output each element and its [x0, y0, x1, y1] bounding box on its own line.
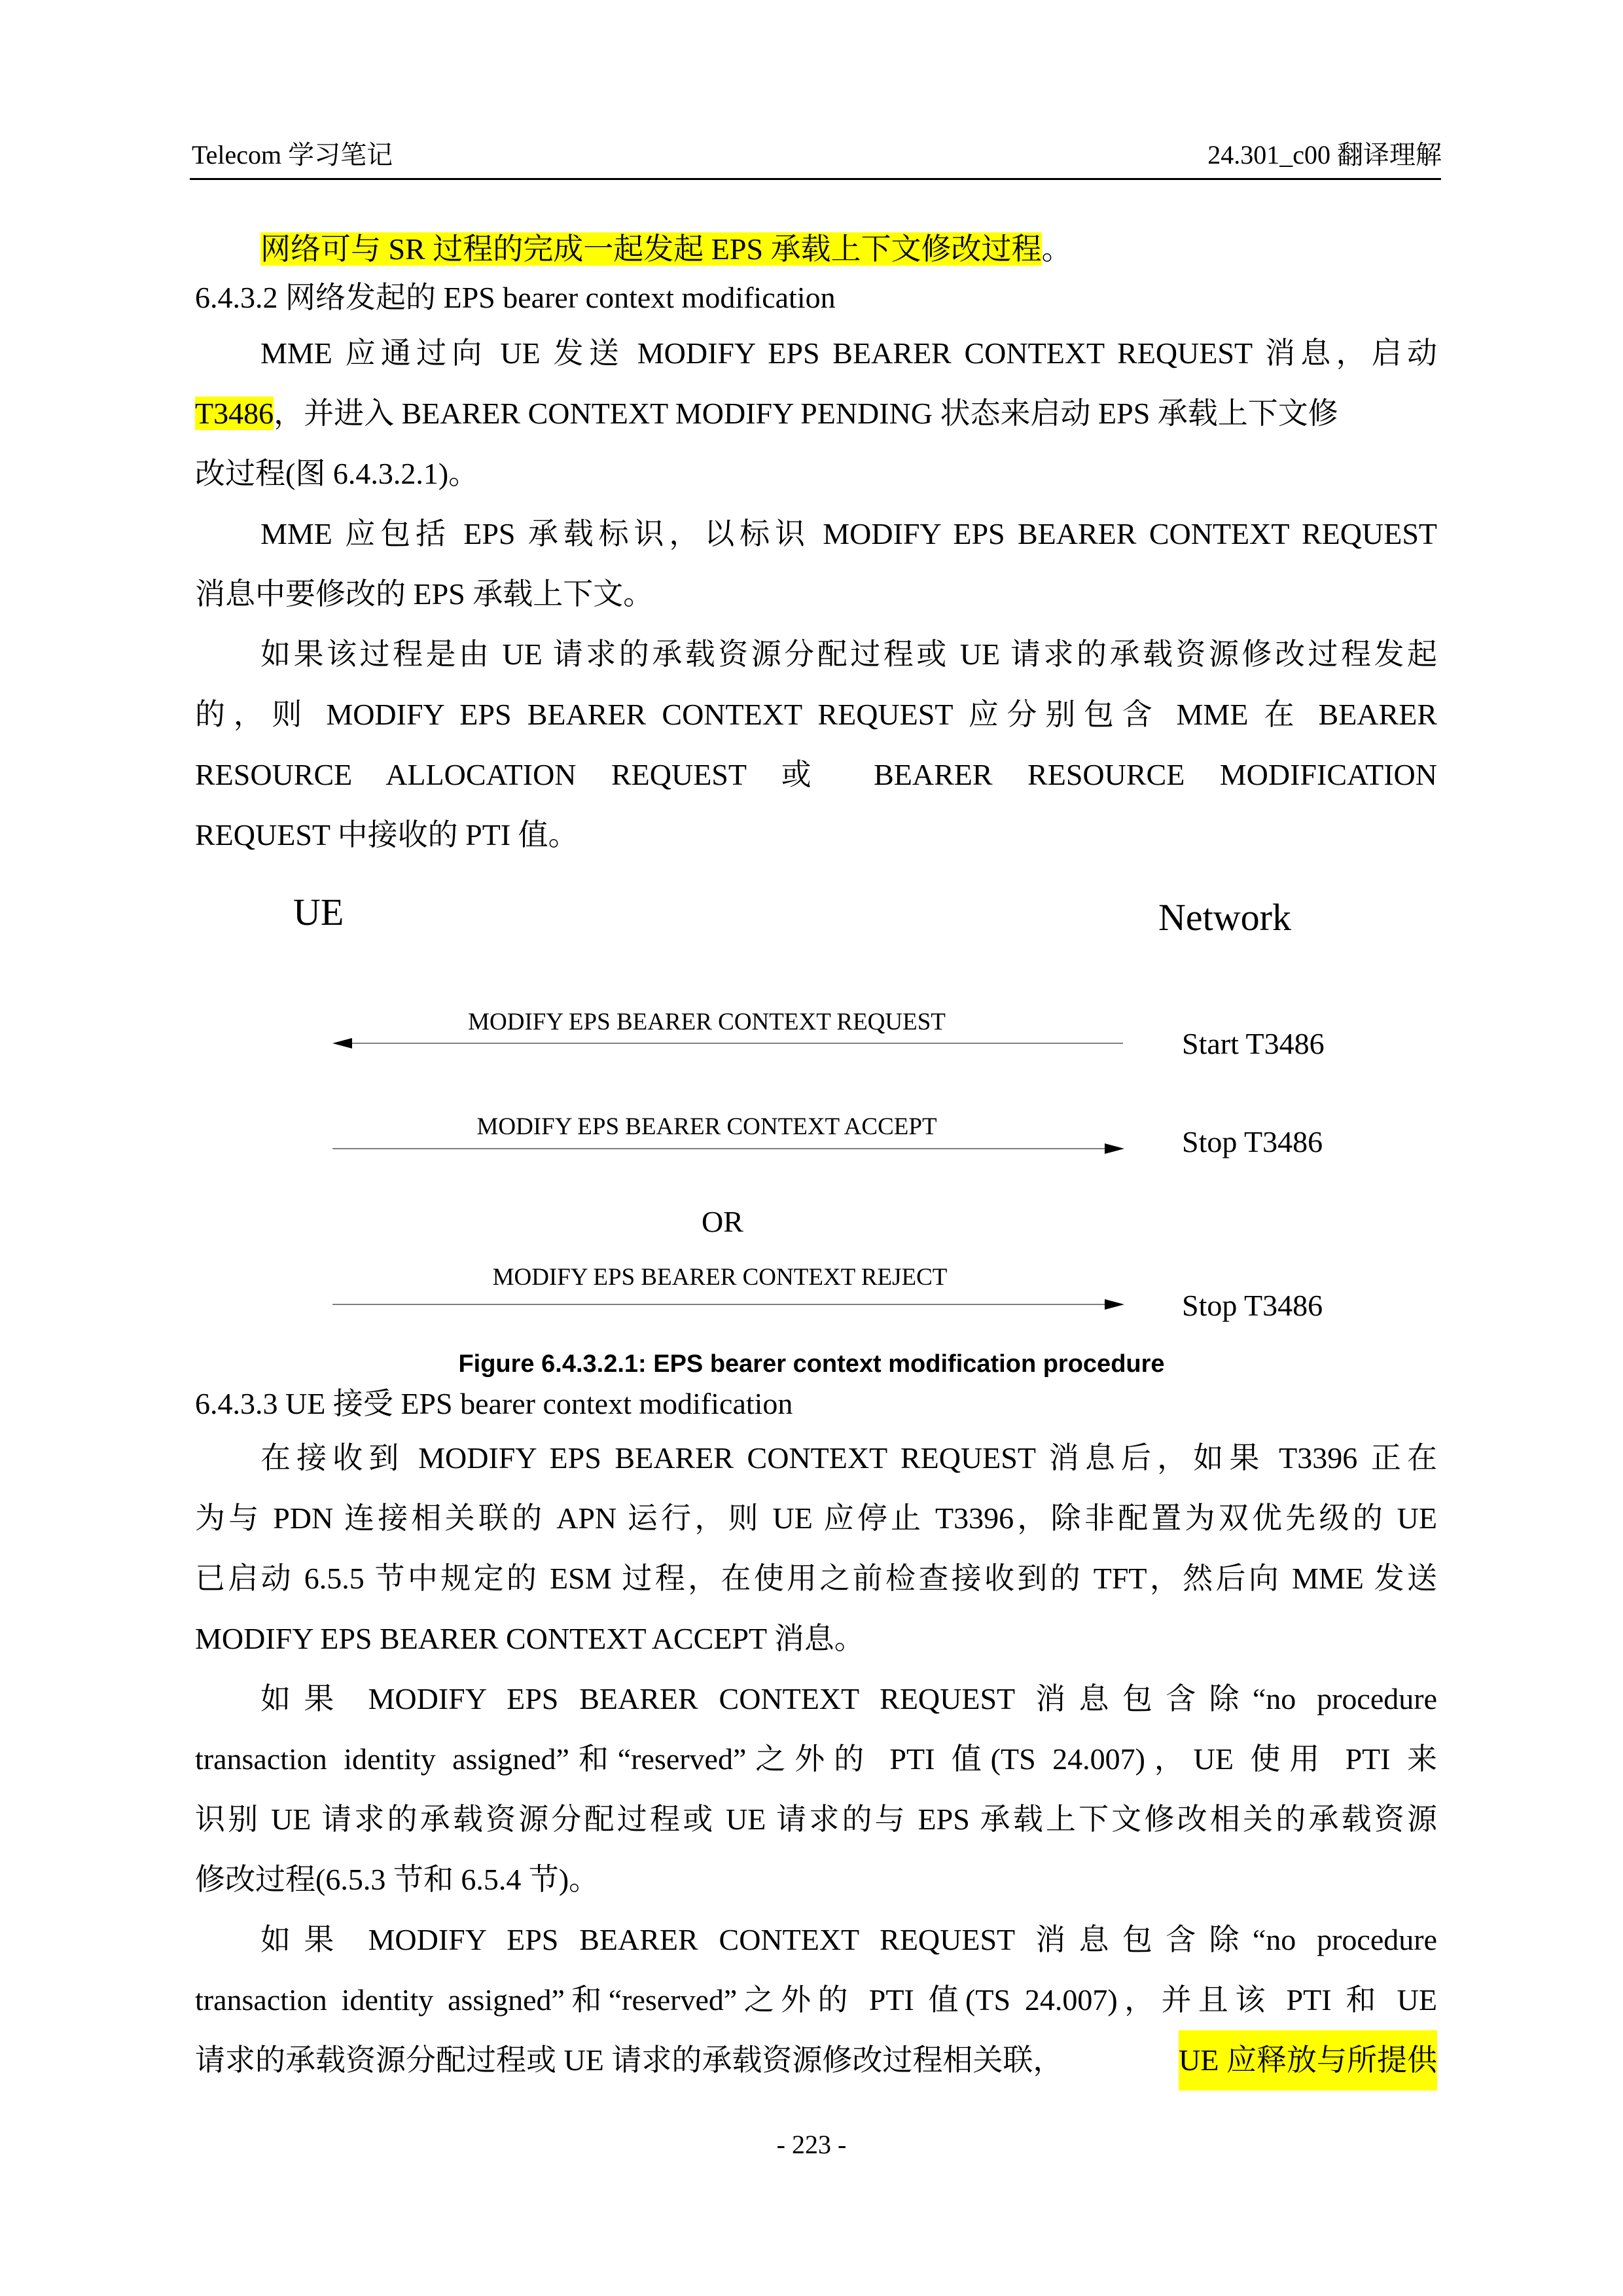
- or-label: OR: [702, 1205, 743, 1238]
- figure-caption: Figure 6.4.3.2.1: EPS bearer context modification procedure: [458, 1350, 1165, 1378]
- text-line: 如果 MODIFY EPS BEARER CONTEXT REQUEST 消息包含除“no procedure: [260, 1923, 1437, 1956]
- ue-label: UE: [293, 891, 344, 933]
- text-line: ，并进入 BEARER CONTEXT MODIFY PENDING 状态来启动 EPS 承载上下文修: [274, 397, 1338, 430]
- timer-stop-label-2: Stop T3486: [1182, 1289, 1323, 1322]
- text-line: 的，则 MODIFY EPS BEARER CONTEXT REQUEST 应分别包含 MME 在 BEARER: [195, 698, 1437, 731]
- arrow-request: [332, 1038, 1123, 1049]
- section-heading-6-4-3-3: 6.4.3.3 UE 接受 EPS bearer context modification: [195, 1387, 793, 1420]
- text-line: 在接收到 MODIFY EPS BEARER CONTEXT REQUEST 消息后，如果 T3396 正在: [260, 1441, 1437, 1475]
- msg-request-label: MODIFY EPS BEARER CONTEXT REQUEST: [468, 1009, 946, 1035]
- text-line: REQUEST 中接收的 PTI 值。: [195, 818, 579, 852]
- paragraph-6-4-3-3-2: [195, 1669, 1437, 1910]
- text-line: 为与 PDN 连接相关联的 APN 运行，则 UE 应停止 T3396，除非配置为双优先级的 UE: [195, 1501, 1437, 1535]
- timer-stop-label-1: Stop T3486: [1182, 1125, 1323, 1158]
- t3486-highlight: T3486: [195, 397, 274, 430]
- text-line: RESOURCE ALLOCATION REQUEST 或 BEARER RESOURCE MODIFICATION: [195, 758, 1437, 791]
- text-line: 请求的承载资源分配过程或 UE 请求的承载资源修改过程相关联，: [195, 2043, 1063, 2077]
- section-heading-6-4-3-2: 6.4.3.2 网络发起的 EPS bearer context modification: [195, 281, 836, 314]
- text-line: 识别 UE 请求的承载资源分配过程或 UE 请求的与 EPS 承载上下文修改相关的承载资源: [195, 1803, 1437, 1836]
- text-line: 改过程(图 6.4.3.2.1)。: [195, 457, 479, 490]
- release-highlight: UE 应释放与所提供: [1179, 2030, 1437, 2090]
- text-line: 消息中要修改的 EPS 承载上下文。: [195, 577, 654, 611]
- arrow-accept: [332, 1143, 1124, 1154]
- text-line: transaction identity assigned”和“reserved”之外的 PTI 值(TS 24.007)，UE 使用 PTI 来: [195, 1742, 1437, 1776]
- msg-accept-label: MODIFY EPS BEARER CONTEXT ACCEPT: [476, 1113, 937, 1140]
- text-line: 如果 MODIFY EPS BEARER CONTEXT REQUEST 消息包含除“no procedure: [260, 1682, 1437, 1715]
- header-doc-id: 24.301_c00 翻译理解: [1207, 140, 1442, 170]
- timer-start-label: Start T3486: [1182, 1027, 1325, 1060]
- text-line: MME 应通过向 UE 发送 MODIFY EPS BEARER CONTEXT REQUEST 消息，启动: [260, 336, 1437, 370]
- msg-reject-label: MODIFY EPS BEARER CONTEXT REJECT: [492, 1264, 948, 1291]
- header-title: Telecom 学习笔记: [192, 140, 393, 170]
- page-number: - 223 -: [776, 2130, 847, 2159]
- text-line: 修改过程(6.5.3 节和 6.5.4 节)。: [195, 1863, 599, 1896]
- text-line: MODIFY EPS BEARER CONTEXT ACCEPT 消息。: [195, 1622, 865, 1655]
- text-line: 如果该过程是由 UE 请求的承载资源分配过程或 UE 请求的承载资源修改过程发起: [260, 637, 1437, 671]
- text-line: transaction identity assigned”和“reserved”之外的 PTI 值(TS 24.007)，并且该 PTI 和 UE: [195, 1983, 1437, 2017]
- intro-tail: 。: [1041, 232, 1072, 266]
- network-label: Network: [1158, 896, 1291, 939]
- paragraph-6-4-3-3-1: [195, 1428, 1437, 1669]
- intro-highlight: 网络可与 SR 过程的完成一起发起 EPS 承载上下文修改过程: [260, 232, 1042, 266]
- arrow-reject: [332, 1299, 1124, 1310]
- text-line: MME 应包括 EPS 承载标识，以标识 MODIFY EPS BEARER CONTEXT REQUEST: [260, 517, 1437, 550]
- text-line: 已启动 6.5.5 节中规定的 ESM 过程，在使用之前检查接收到的 TFT，然后向 MME 发送: [195, 1562, 1437, 1595]
- paragraph-6-4-3-3-3: [195, 1910, 1437, 2090]
